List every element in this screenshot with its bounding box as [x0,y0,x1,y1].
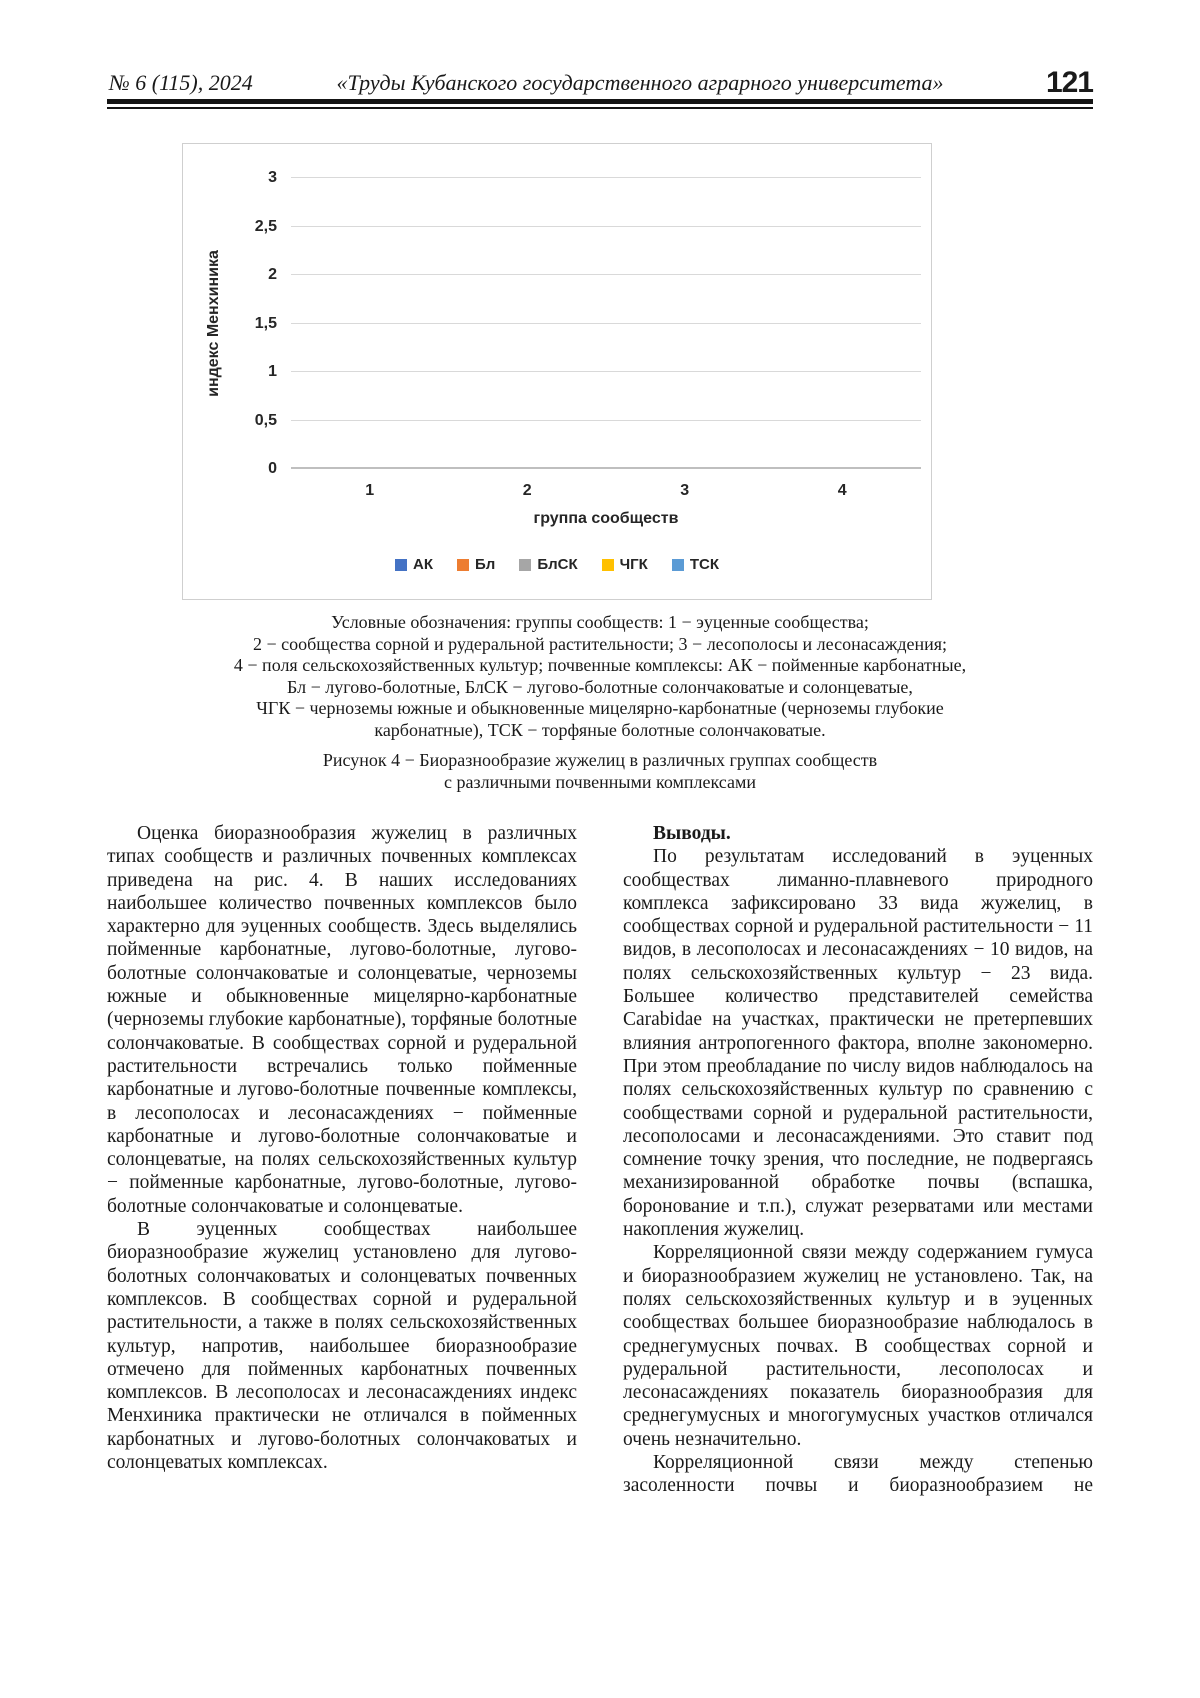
legend-swatch [395,559,407,571]
note-line: Бл − лугово-болотные, БлСК − лугово-болотные солончаковатые и солонцеватые, [287,676,913,697]
note-line: Условные обозначения: группы сообществ: 1 − эуценные сообщества; [331,612,869,632]
legend-label: БлСК [537,556,578,573]
legend-label: ЧГК [619,556,648,573]
legend-item-Бл [457,556,495,573]
note-line: 2 − сообщества сорной и рудеральной растительности; 3 − лесополосы и лесонасаждения; [252,633,948,654]
legend-item-ТСК [672,556,719,573]
y-tick-label: 2,5 [254,217,277,235]
y-axis-title: индекс Менхиника [205,250,222,397]
paragraph: В эуценных сообществах наибольшее биоразнообразие жужелиц установлено для лугово-болотных солончаковатых и солонцеватых почвенных комплексов. В сообществах сорной и рудеральной растительности, а также в полях сельскохозяйственных культур, напротив, наибольшее биоразнообразие отмечено для пойменных карбонатных почвенных комплексов. В лесополосах и лесонасаждениях индекс Менхиника практически не отличался в пойменных карбонатных и лугово-болотных солончаковатых и солонцеватых комплексах. [107,1219,577,1474]
chart-yticks [183,169,283,477]
note-line: ЧГК − черноземы южные и обыкновенные мицелярно-карбонатные (черноземы глубокие [256,698,944,719]
legend-swatch [519,559,531,571]
legend-item-БлСК [519,556,577,573]
x-tick-label: 4 [837,482,847,499]
paragraph: Оценка биоразнообразия жужелиц в различных типах сообществ и различных почвенных комплексах приведена на рис. 4. В наших исследованиях наибольшее количество почвенных комплексов было характерно для эуценных сообществ. Здесь выделялись пойменные карбонатные, лугово-болотные, лугово-болотные солончаковатые и солонцеватые, черноземы южные и обыкновенные мицелярно-карбонатные (черноземы глубокие карбонатные), торфяные болотные солончаковатые. В сообществах сорной и рудеральной растительности встречались только пойменные карбонатные и лугово-болотные почвенные комплексы, в лесополосах и лесонасаждениях − пойменные карбонатные и лугово-болотные солончаковатые и солонцеватые, на полях сельскохозяйственных культур − пойменные карбонатные, лугово-болотные, лугово-болотные солончаковатые и солонцеватые. [107,823,577,1217]
x-tick-label: 2 [522,482,532,499]
x-axis-title: группа сообществ [533,510,679,527]
note-line: карбонатные), ТСК − торфяные болотные солончаковатые. [374,719,826,740]
chart-plot [291,178,921,469]
gridline [291,323,921,324]
left-column [107,822,577,1474]
legend-label: Бл [475,556,496,573]
legend-swatch [457,559,469,571]
y-tick-label: 3 [268,169,277,186]
x-tick-label: 1 [365,482,375,499]
figure-caption [60,749,1140,793]
y-tick-label: 0,5 [254,411,277,429]
chart-xticks [291,482,921,504]
paragraph: По результатам исследований в эуценных сообществах лиманно-плавневого природного комплекса зафиксировано 33 вида жужелиц, в сообществах сорной и рудеральной растительности − 11 видов, в лесополосах и лесонасаждениях − 10 видов, на полях сельскохозяйственных культур − 23 вида. Большее количество представителей семейства Carabidae на участках, практически не претерпевших влияния антропогенного фактора, вполне закономерно. При этом преобладание по числу видов наблюдалось на полях сельскохозяйственных культур по сравнению с сообществами сорной и рудеральной растительности, лесополосами и лесонасаждениями. Это ставит под сомнение точку зрения, что последние, не подвергаясь механизированной обработке почвы (вспашка, боронование и т.п.), служат резерватами или местами накопления жужелиц. [623,846,1093,1241]
y-tick-label: 1 [268,363,277,380]
gridline [291,420,921,421]
legend-swatch [602,559,614,571]
gridline [291,177,921,178]
page-number: 121 [1045,66,1093,99]
paragraph: Корреляционной связи между содержанием гумуса и биоразнообразием жужелиц не установлено. Так, на полях сельскохозяйственных культур и в эуценных сообществах большее биоразнообразие наблюдалось в среднегумусных почвах. В сообществах сорной и рудеральной растительности, лесополосах и лесонасаждениях показатель биоразнообразия для среднегумусных и многогумусных участков отличался очень незначительно. [623,1242,1093,1450]
legend-item-ЧГК [602,556,648,573]
chart-legend [183,556,931,573]
gridline [291,467,921,469]
journal-title: «Труды Кубанского государственного аграрного университета» [336,70,944,95]
legend-label: АК [413,556,433,573]
conclusions-heading: Выводы. [653,823,731,844]
paragraph: Корреляционной связи между степенью засоленности почвы и биоразнообразием не [623,1452,1093,1497]
x-tick-label: 3 [680,482,690,499]
legend-swatch [672,559,684,571]
y-tick-label: 1,5 [254,314,277,332]
figure-caption-line: Рисунок 4 − Биоразнообразие жужелиц в различных группах сообществ [322,750,878,770]
page-header [107,66,1093,100]
header-divider [107,99,1093,109]
right-column [623,822,1093,1498]
y-tick-label: 0 [268,460,277,477]
legend-label: ТСК [689,556,719,573]
figure-4-chart [182,143,932,600]
note-line: 4 − поля сельскохозяйственных культур; почвенные комплексы: АК − пойменные карбонатные, [233,655,967,676]
y-tick-label: 2 [268,266,277,283]
gridline [291,226,921,227]
figure-caption-line: с различными почвенными комплексами [444,772,756,792]
gridline [291,371,921,372]
figure-legend-note [60,612,1140,742]
gridline [291,274,921,275]
issue-number: № 6 (115), 2024 [109,70,253,95]
legend-item-АК [395,556,433,573]
